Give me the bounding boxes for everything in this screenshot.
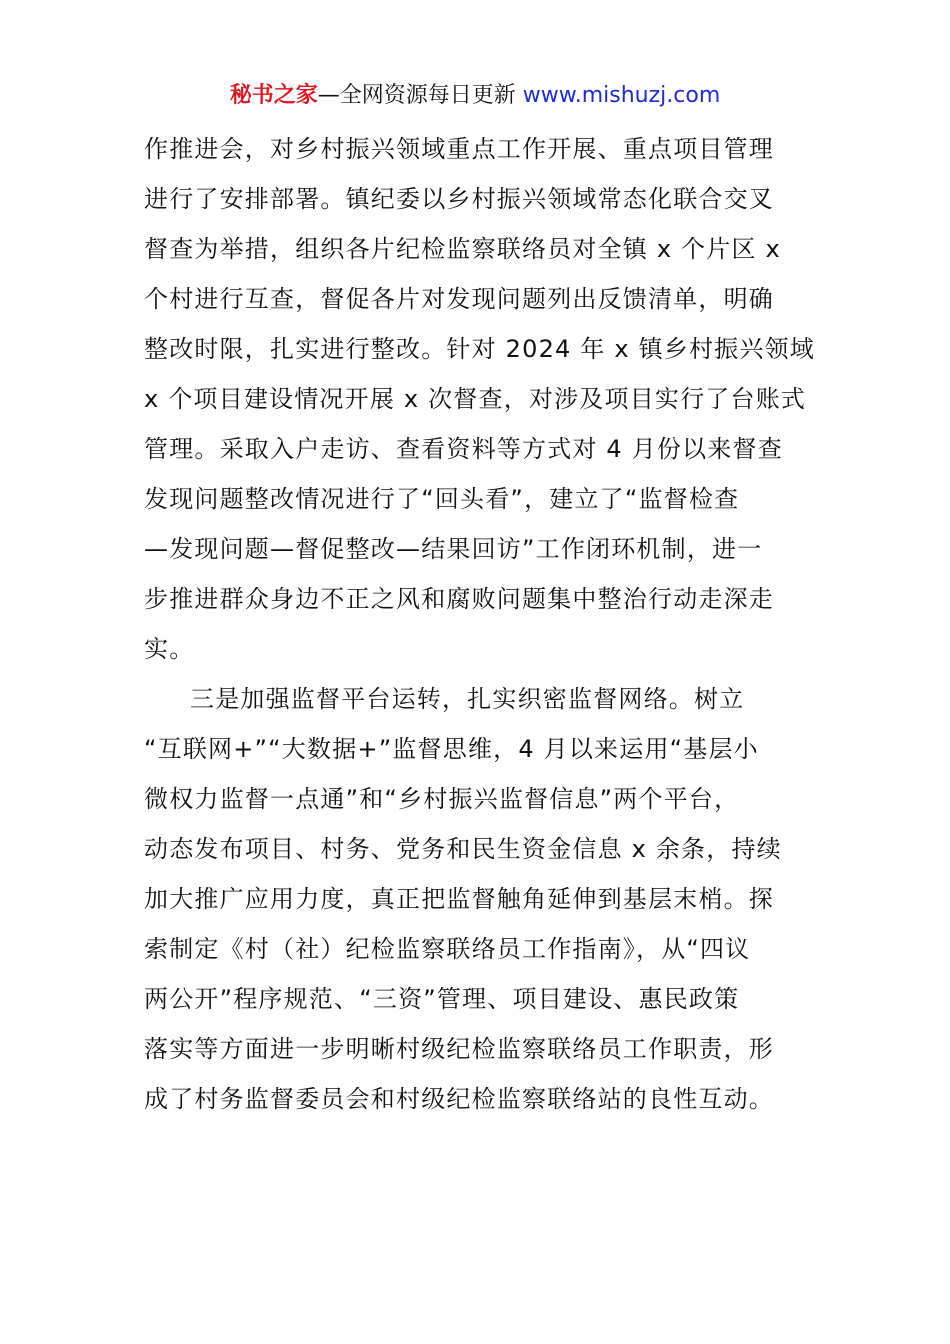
text-line: —发现问题—督促整改—结果回访”工作闭环机制，进一	[144, 535, 763, 563]
text-line: 落实等方面进一步明晰村级纪检监察联络员工作职责，形	[144, 1035, 774, 1063]
site-url-link[interactable]: www.mishuzj.com	[522, 83, 721, 108]
text-line: 步推进群众身边不正之风和腐败问题集中整治行动走深走	[144, 585, 774, 613]
text-line: 加大推广应用力度，真正把监督触角延伸到基层末梢。探	[144, 885, 774, 913]
text-line: 发现问题整改情况进行了“回头看”，建立了“监督检查	[144, 485, 740, 513]
text-line: 作推进会，对乡村振兴领域重点工作开展、重点项目管理	[144, 135, 774, 163]
text-line: 微权力监督一点通”和“乡村振兴监督信息”两个平台，	[144, 785, 740, 813]
text-line: 个村进行互查，督促各片对发现问题列出反馈清单，明确	[144, 285, 774, 313]
paragraph-heading-line: 三是加强监督平台运转，扎实织密监督网络。树立	[190, 685, 745, 713]
text-line: 动态发布项目、村务、党务和民生资金信息 x 余条，持续	[144, 835, 782, 863]
document-body	[144, 124, 815, 1124]
text-line: 管理。采取入户走访、查看资料等方式对 4 月份以来督查	[144, 435, 783, 463]
site-tagline: —全网资源每日更新	[317, 83, 523, 108]
text-line: 进行了安排部署。镇纪委以乡村振兴领域常态化联合交叉	[144, 185, 774, 213]
text-line: 索制定《村（社）纪检监察联络员工作指南》，从“四议	[144, 935, 751, 963]
site-brand: 秘书之家	[229, 83, 318, 108]
text-line: x 个项目建设情况开展 x 次督查，对涉及项目实行了台账式	[144, 385, 807, 413]
paragraph-continuation	[144, 124, 815, 674]
text-line: 两公开”程序规范、“三资”管理、项目建设、惠民政策	[144, 985, 740, 1013]
text-line: 成了村务监督委员会和村级纪检监察联络站的良性互动。	[144, 1085, 774, 1113]
text-line: 实。	[144, 635, 195, 663]
text-line: “互联网+”“大数据+”监督思维，4 月以来运用“基层小	[144, 735, 759, 763]
text-line: 整改时限，扎实进行整改。针对 2024 年 x 镇乡村振兴领域	[144, 335, 815, 363]
text-line: 督查为举措，组织各片纪检监察联络员对全镇 x 个片区 x	[144, 235, 781, 263]
paragraph-supervision-platform	[144, 674, 808, 1124]
site-header	[0, 80, 950, 112]
